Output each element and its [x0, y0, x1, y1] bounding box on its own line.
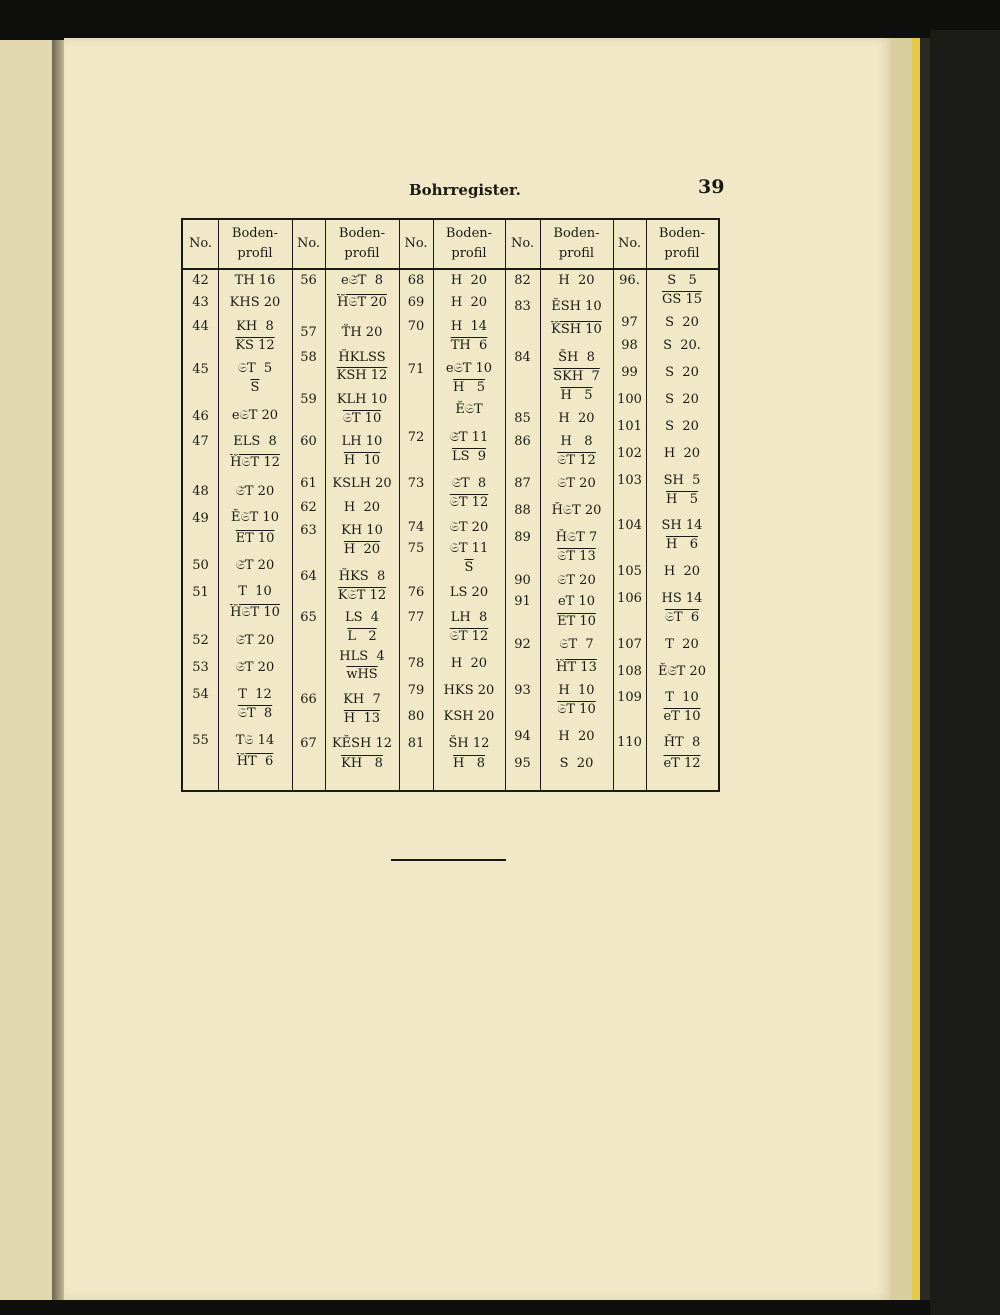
soil-profile: H̆T 8 [663, 735, 701, 750]
bore-number: 54 [192, 687, 209, 702]
soil-profile: TH 16 [234, 273, 276, 288]
soil-profile: KLH 10 [336, 392, 388, 407]
bore-number: 90 [514, 573, 531, 588]
soil-profile: TH 6 [450, 338, 488, 353]
soil-profile: S̆H 12 [448, 736, 490, 751]
soil-profile: H 5 [560, 388, 593, 403]
bore-number: 67 [300, 736, 317, 751]
bore-number: 46 [192, 409, 209, 424]
bore-number: 85 [514, 411, 531, 426]
soil-profile: HLS 4 [339, 649, 385, 664]
header-profile: Boden- profil [445, 226, 493, 261]
soil-profile: H 20 [558, 729, 595, 744]
bore-number: 71 [407, 362, 425, 377]
bore-number: 64 [300, 569, 317, 584]
bore-number: 106 [617, 591, 642, 606]
soil-profile: S 20 [665, 419, 699, 434]
soil-profile: H 14 [450, 319, 488, 334]
bore-number: 98 [621, 338, 638, 353]
header-profile: Boden- profil [338, 226, 386, 261]
bore-number: 65 [300, 610, 317, 625]
soil-profile: KSLH 20 [332, 476, 392, 491]
soil-profile: 𝔖T 7 [559, 637, 594, 652]
bore-number: 60 [300, 434, 317, 449]
soil-profile: S 20 [665, 315, 699, 330]
soil-profile: H̆T 13 [556, 660, 597, 675]
soil-profile: H 20 [343, 542, 381, 557]
bore-number: 96. [619, 273, 640, 288]
soil-profile: e𝔖̆T 8 [340, 273, 384, 288]
soil-profile: 𝔖T 10 [342, 411, 382, 426]
soil-profile: 𝔖T 12 [557, 453, 596, 468]
soil-profile: K̆SH 10 [551, 322, 602, 337]
soil-profile: KS 12 [235, 338, 275, 353]
soil-profile: ELS 8 [233, 434, 277, 449]
soil-profile: H 20 [558, 273, 595, 288]
soil-profile: H 10 [343, 453, 381, 468]
soil-profile: H 5 [452, 380, 485, 395]
left-page-edge [0, 40, 54, 1300]
soil-profile: H 20 [450, 656, 488, 671]
bore-number: 78 [407, 656, 425, 671]
bore-number: 45 [192, 362, 209, 377]
bore-number: 81 [407, 736, 425, 751]
bore-number: 83 [514, 299, 531, 314]
soil-profile: S 20 [559, 756, 594, 771]
header-no: No. [296, 236, 321, 251]
soil-profile: H̆𝔖T 10 [230, 605, 280, 620]
soil-profile: H 13 [343, 711, 381, 726]
bore-number: 49 [192, 511, 209, 526]
bore-number: 89 [514, 530, 531, 545]
soil-profile: S 20 [665, 392, 699, 407]
bore-number: 72 [407, 430, 425, 445]
soil-profile: S 20 [665, 365, 699, 380]
soil-profile: Ĕ𝔖̆T 20 [658, 664, 706, 679]
bore-number: 70 [407, 319, 425, 334]
soil-profile: ET 10 [235, 531, 275, 546]
soil-profile: 𝔖̆T 20 [235, 660, 275, 675]
soil-profile: 𝔖T 20 [449, 520, 489, 535]
soil-profile: H̆𝔖T 20 [551, 503, 602, 518]
bore-number: 55 [192, 733, 209, 748]
bore-number: 82 [514, 273, 531, 288]
bore-number: 84 [514, 350, 531, 365]
bore-number: 104 [617, 518, 642, 533]
soil-profile: T𝔖 14 [235, 733, 275, 748]
soil-profile: KHS 20 [229, 295, 281, 310]
soil-profile: H 10 [558, 683, 595, 698]
bore-number: 73 [407, 476, 425, 491]
bore-number: 47 [192, 434, 209, 449]
soil-profile: 𝔖T 12 [449, 495, 489, 510]
soil-profile: S 5 [667, 273, 697, 288]
bore-number: 48 [192, 484, 209, 499]
bore-number: 79 [407, 683, 425, 698]
soil-profile: ET 10 [557, 614, 596, 629]
soil-profile: L 2 [347, 629, 377, 644]
page-edge [890, 38, 930, 1300]
bore-number: 50 [192, 558, 209, 573]
page-number: 39 [698, 176, 725, 198]
closing-rule [391, 859, 506, 861]
bore-number: 68 [407, 273, 425, 288]
bore-number: 77 [407, 610, 425, 625]
bore-number: 63 [300, 523, 317, 538]
bore-number: 75 [407, 541, 425, 556]
soil-profile: $\overline{S}$ [464, 560, 474, 575]
soil-profile: LS 20 [449, 585, 489, 600]
bore-number: 103 [617, 473, 642, 488]
bore-number: 57 [300, 325, 317, 340]
soil-profile: 𝔖T 11 [449, 541, 489, 556]
soil-profile: 𝔖̆T 11 [449, 430, 489, 445]
bore-number: 58 [300, 350, 317, 365]
soil-profile: H̆T 6 [236, 754, 274, 769]
soil-profile: 𝔖T 10 [557, 702, 596, 717]
header-profile: Boden- profil [658, 226, 706, 261]
bore-number: 59 [300, 392, 317, 407]
header-no: No. [617, 236, 642, 251]
bore-number: 80 [407, 709, 425, 724]
bore-number: 91 [514, 594, 531, 609]
soil-profile: SKH 7 [553, 369, 600, 384]
soil-profile: H 20 [343, 500, 381, 515]
header-no: No. [404, 236, 428, 251]
soil-profile: T 20 [665, 637, 699, 652]
soil-profile: $\overline{wHS}$ [346, 667, 378, 682]
soil-profile: KSH 12 [336, 368, 388, 383]
bore-number: 105 [617, 564, 642, 579]
soil-profile: H 8 [560, 434, 593, 449]
soil-profile: $\overline{S}$ [250, 380, 260, 395]
bore-number: 99 [621, 365, 638, 380]
bore-number: 109 [617, 690, 642, 705]
soil-profile: T 10 [238, 584, 272, 599]
soil-profile: LH 10 [341, 434, 383, 449]
soil-profile: 𝔖̆T 20 [235, 558, 275, 573]
bore-number: 95 [514, 756, 531, 771]
soil-profile: Ĕ𝔖T [455, 402, 483, 417]
soil-profile: KĔSH 12 [331, 736, 393, 751]
soil-profile: H̆𝔖T 7 [555, 530, 598, 545]
soil-profile: T̆H 20 [341, 325, 383, 340]
bore-number: 101 [617, 419, 642, 434]
soil-profile: H̆KS 8 [338, 569, 386, 584]
bore-number: 53 [192, 660, 209, 675]
soil-profile: eT 10 [663, 709, 701, 724]
soil-profile: H 20 [450, 295, 488, 310]
soil-profile: 𝔖̆T 20 [235, 484, 275, 499]
bore-number: 74 [407, 520, 425, 535]
bore-register-table [181, 218, 720, 792]
soil-profile: HS 14 [661, 591, 703, 606]
bore-number: 108 [617, 664, 642, 679]
soil-profile: eT 12 [663, 756, 701, 771]
soil-profile: H̆𝔖T 20 [337, 295, 387, 310]
soil-profile: LH 8 [450, 610, 488, 625]
header-no: No. [510, 236, 535, 251]
soil-profile: T 12 [238, 687, 272, 702]
book-spine [930, 30, 1000, 1315]
soil-profile: S̆H 8 [558, 350, 595, 365]
bore-number: 52 [192, 633, 209, 648]
soil-profile: 𝔖̆T 8 [451, 476, 487, 491]
header-profile: Boden- profil [553, 226, 600, 261]
bore-number: 92 [514, 637, 531, 652]
bore-number: 51 [192, 585, 209, 600]
bore-number: 56 [300, 273, 317, 288]
soil-profile: H 8 [452, 756, 485, 771]
soil-profile: 𝔖T 8 [237, 706, 273, 721]
soil-profile: SH 14 [661, 518, 703, 533]
bore-number: 88 [514, 503, 531, 518]
soil-profile: KH 8 [341, 756, 383, 771]
soil-profile: K𝔖T 12 [337, 588, 387, 603]
soil-profile: H 5 [665, 492, 698, 507]
soil-profile: KSH 20 [443, 709, 495, 724]
soil-profile: e𝔖T 20 [231, 408, 279, 423]
bore-number: 110 [617, 735, 642, 750]
soil-profile: GS 15 [662, 292, 702, 307]
soil-profile: KH 8 [236, 319, 274, 334]
bore-number: 100 [617, 392, 642, 407]
header-no: No. [188, 236, 213, 251]
soil-profile: LS 9 [451, 449, 487, 464]
soil-profile: e𝔖T 10 [445, 361, 493, 376]
bore-number: 42 [192, 273, 209, 288]
bore-number: 86 [514, 434, 531, 449]
bore-number: 93 [514, 683, 531, 698]
bore-number: 102 [617, 446, 642, 461]
soil-profile: S 20. [663, 338, 701, 353]
soil-profile: 𝔖T 12 [449, 629, 489, 644]
soil-profile: 𝔖̆T 20 [235, 633, 275, 648]
soil-profile: 𝔖T 20 [557, 476, 596, 491]
soil-profile: H 20 [663, 446, 701, 461]
bore-number: 107 [617, 637, 642, 652]
soil-profile: 𝔖T 13 [557, 549, 596, 564]
soil-profile: 𝔖T 6 [664, 610, 700, 625]
bore-number: 62 [300, 500, 317, 515]
soil-profile: H̆KLSS [338, 350, 386, 365]
bore-number: 94 [514, 729, 531, 744]
bore-number: 43 [192, 295, 209, 310]
soil-profile: 𝔖T 20 [557, 573, 596, 588]
soil-profile: HKS 20 [443, 683, 495, 698]
soil-profile: Ĕ𝔖T 10 [231, 510, 279, 525]
bore-number: 69 [407, 295, 425, 310]
bore-number: 44 [192, 319, 209, 334]
running-title: Bohrregister. [409, 181, 521, 199]
soil-profile: LS 4 [344, 610, 380, 625]
soil-profile: H 20 [558, 411, 595, 426]
soil-profile: 𝔖T 5 [237, 361, 273, 376]
bore-number: 76 [407, 585, 425, 600]
header-profile: Boden- profil [231, 226, 279, 261]
soil-profile: eT 10 [557, 594, 596, 609]
soil-profile: H̆𝔖T 12 [230, 455, 280, 470]
soil-profile: KH 10 [341, 523, 383, 538]
bore-number: 87 [514, 476, 531, 491]
soil-profile: T 10 [665, 690, 699, 705]
bore-number: 66 [300, 692, 317, 707]
soil-profile: SH 5 [663, 473, 701, 488]
soil-profile: H 20 [663, 564, 701, 579]
soil-profile: KH 7 [343, 692, 381, 707]
soil-profile: H 20 [450, 273, 488, 288]
soil-profile: H 6 [665, 537, 698, 552]
bore-number: 97 [621, 315, 638, 330]
soil-profile: ĔSH 10 [551, 299, 602, 314]
bore-number: 61 [300, 476, 317, 491]
